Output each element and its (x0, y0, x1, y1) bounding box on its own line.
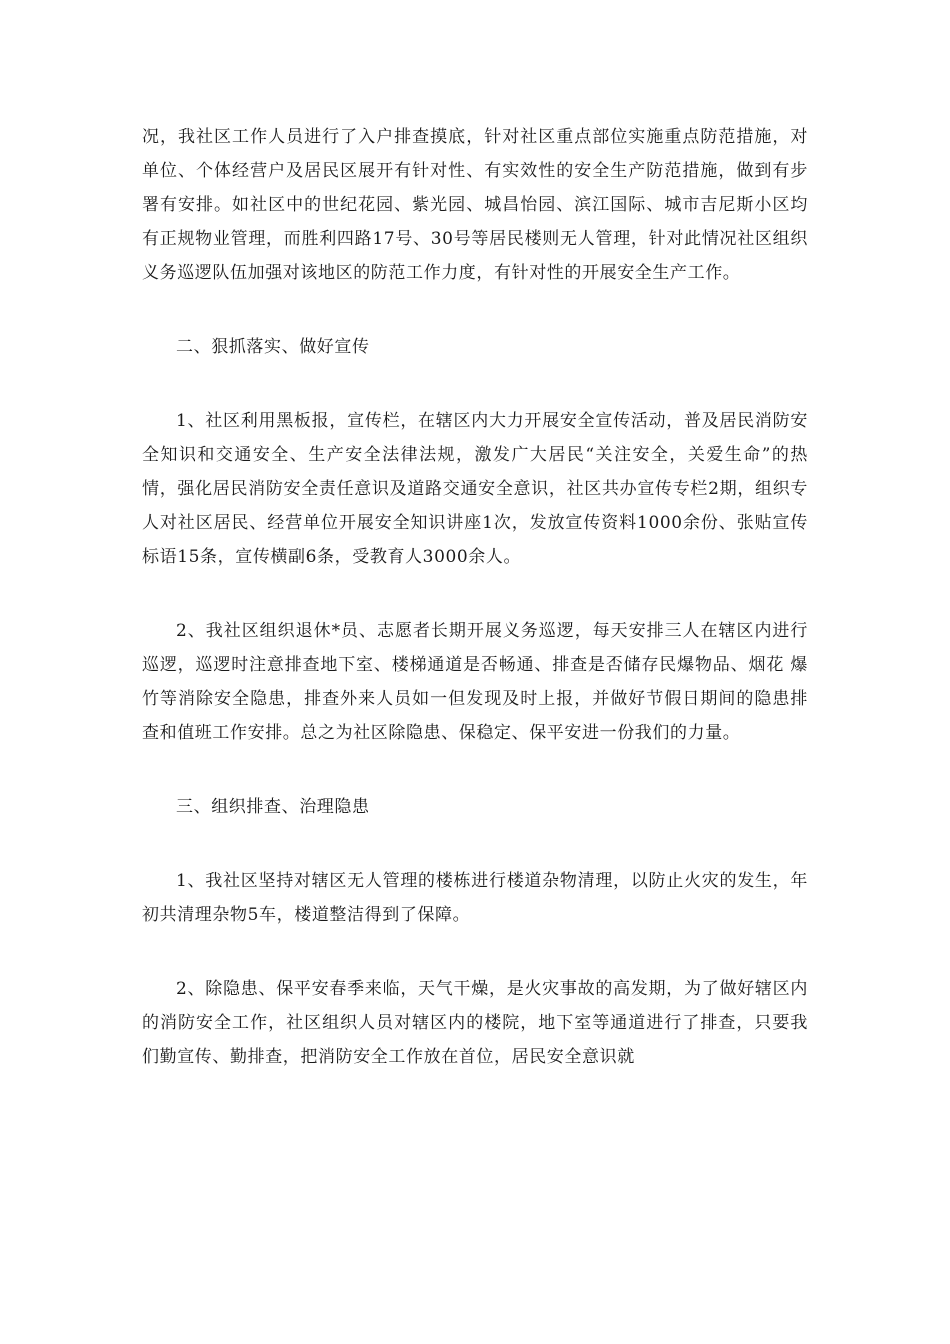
paragraph-continuation: 况，我社区工作人员进行了入户排查摸底，针对社区重点部位实施重点防范措施，对单位、个体经营户及居民区展开有针对性、有实效性的安全生产防范措施，做到有步署有安排。如社区中的世纪花园、紫光园、城昌怡园、滨江国际、城市吉尼斯小区均有正规物业管理，而胜利四路17号、30号等居民楼则无人管理，针对此情况社区组织义务巡逻队伍加强对该地区的防范工作力度，有针对性的开展安全生产工作。 (142, 127, 808, 283)
section-heading-3: 三、组织排查、治理隐患 (176, 797, 370, 817)
paragraph-cleanup-1: 1、我社区坚持对辖区无人管理的楼栋进行楼道杂物清理，以防止火灾的发生，年初共清理杂物5车，楼道整洁得到了保障。 (142, 871, 808, 925)
paragraph-patrol-2: 2、我社区组织退休*员、志愿者长期开展义务巡逻，每天安排三人在辖区内进行巡逻，巡逻时注意排查地下室、楼梯通道是否畅通、排查是否储存民爆物品、烟花 爆竹等消除安全隐患，排查外来人员如一但发现及时上报，并做好节假日期间的隐患排查和值班工作安排。总之为社区除隐患、保稳定、保平安进一份我们的力量。 (142, 621, 808, 743)
paragraph-publicity-1: 1、社区利用黑板报，宣传栏，在辖区内大力开展安全宣传活动，普及居民消防安全知识和交通安全、生产安全法律法规，激发广大居民“关注安全，关爱生命”的热情，强化居民消防安全责任意识及道路交通安全意识，社区共办宣传专栏2期，组织专人对社区居民、经营单位开展安全知识讲座1次，发放宣传资料1000余份、张贴宣传标语15条，宣传横副6条，受教育人3000余人。 (142, 411, 808, 567)
paragraph-fire-safety-2: 2、除隐患、保平安春季来临，天气干燥，是火灾事故的高发期，为了做好辖区内的消防安全工作，社区组织人员对辖区内的楼院，地下室等通道进行了排查，只要我们勤宣传、勤排查，把消防安全工作放在首位，居民安全意识就 (142, 979, 808, 1067)
section-heading-2: 二、狠抓落实、做好宣传 (176, 337, 370, 357)
document-body (142, 120, 808, 1114)
